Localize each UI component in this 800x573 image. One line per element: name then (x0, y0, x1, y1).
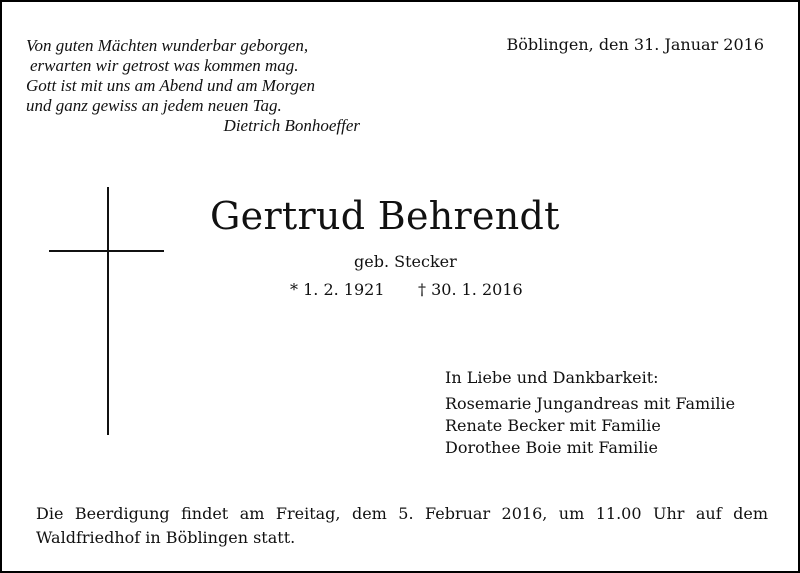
death-date: † 30. 1. 2016 (418, 280, 523, 299)
quote-author: Dietrich Bonhoeffer (223, 116, 360, 135)
bonhoeffer-quote (26, 36, 360, 136)
mourners-heading: In Liebe und Dankbarkeit: (445, 368, 659, 387)
cross-horizontal-bar (49, 250, 164, 252)
quote-line: erwarten wir getrost was kommen mag. (30, 56, 299, 75)
mourners-block (445, 367, 735, 459)
quote-line: Von guten Mächten wunderbar geborgen, (26, 36, 309, 55)
funeral-notice: Die Beerdigung findet am Freitag, dem 5. Februar 2016, um 11.00 Uhr auf dem Waldfriedhof in Böblingen statt. (36, 504, 768, 547)
birth-date: * 1. 2. 1921 (290, 280, 385, 299)
maiden-name: geb. Stecker (354, 252, 457, 271)
quote-line: Gott ist mit uns am Abend und am Morgen (26, 76, 315, 95)
quote-line: und ganz gewiss an jedem neuen Tag. (26, 96, 282, 115)
mourner-entry: Rosemarie Jungandreas mit Familie (445, 394, 736, 413)
mourner-entry: Renate Becker mit Familie (445, 416, 661, 435)
place-and-date: Böblingen, den 31. Januar 2016 (506, 35, 764, 54)
deceased-name: Gertrud Behrendt (210, 194, 560, 238)
mourner-entry: Dorothee Boie mit Familie (445, 438, 658, 457)
cross-vertical-bar (107, 187, 109, 435)
